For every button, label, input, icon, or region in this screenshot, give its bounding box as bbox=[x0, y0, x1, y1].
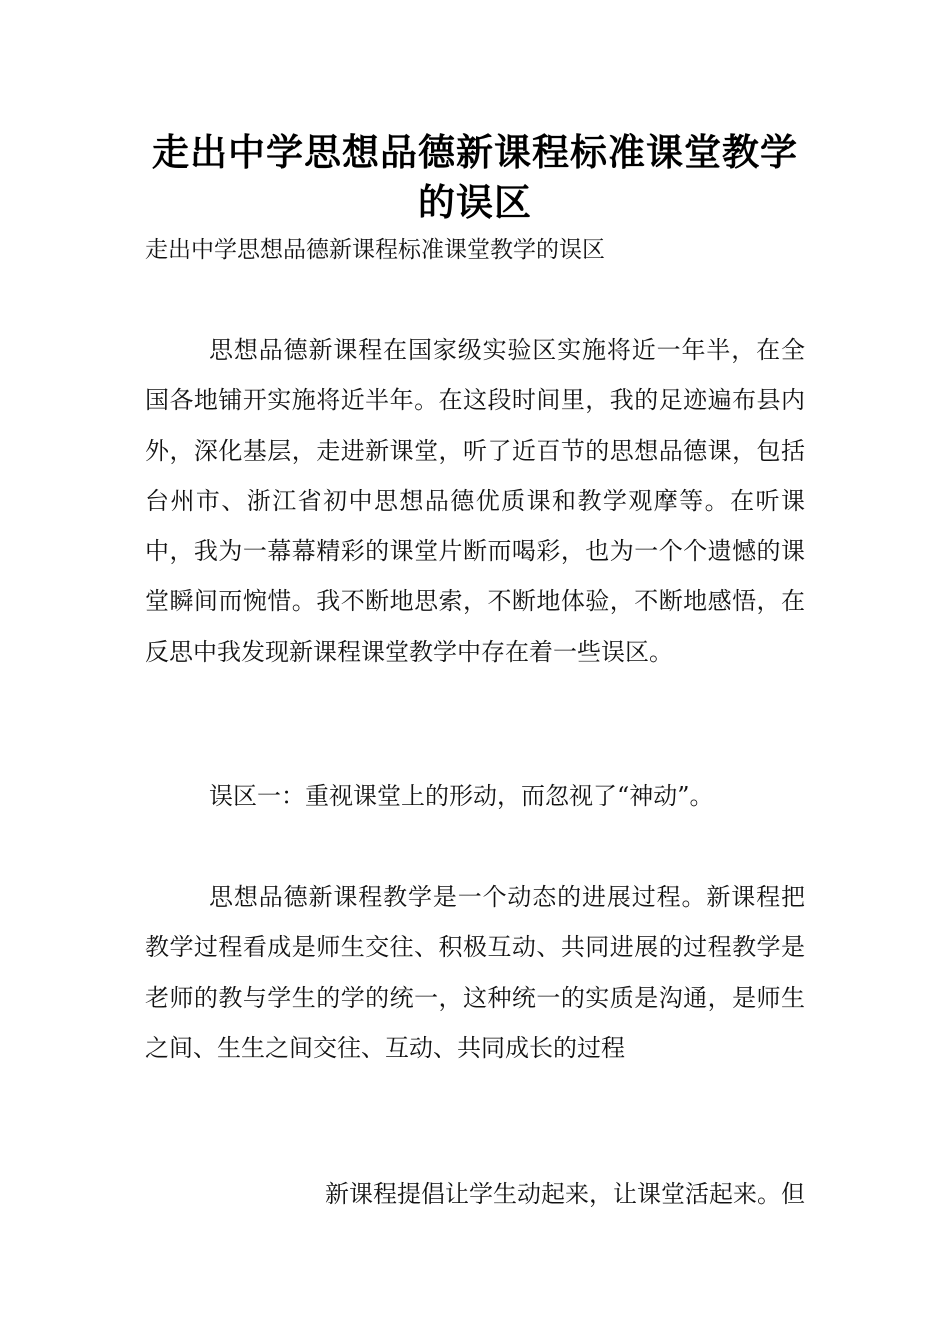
paragraph-continued: 新课程提倡让学生动起来，让课堂活起来。但 bbox=[325, 1180, 805, 1208]
paragraph-intro: 思想品德新课程在国家级实验区实施将近一年半，在全国各地铺开实施将近半年。在这段时间里，我的足迹遍布县内外，深化基层，走进新课堂，听了近百节的思想品德课，包括台州市、浙江省初中思想品德优质课和教学观摩等。在听课中，我为一幕幕精彩的课堂片断而喝彩，也为一个个遗憾的课堂瞬间而惋惜。我不断地思索，不断地体验，不断地感悟，在反思中我发现新课程课堂教学中存在着一些误区。 bbox=[145, 336, 805, 666]
section-heading-misconception-1: 误区一：重视课堂上的形动，而忽视了“神动”。 bbox=[209, 782, 714, 810]
paragraph-dynamic-process: 思想品德新课程教学是一个动态的进展过程。新课程把教学过程看成是师生交往、积极互动、共同进展的过程教学是老师的教与学生的学的统一，这种统一的实质是沟通，是师生之间、生生之间交往、互动、共同成长的过程 bbox=[145, 883, 805, 1062]
document-subtitle: 走出中学思想品德新课程标准课堂教学的误区 bbox=[145, 237, 605, 263]
document-title: 走出中学思想品德新课程标准课堂教学的误区 bbox=[152, 131, 798, 224]
